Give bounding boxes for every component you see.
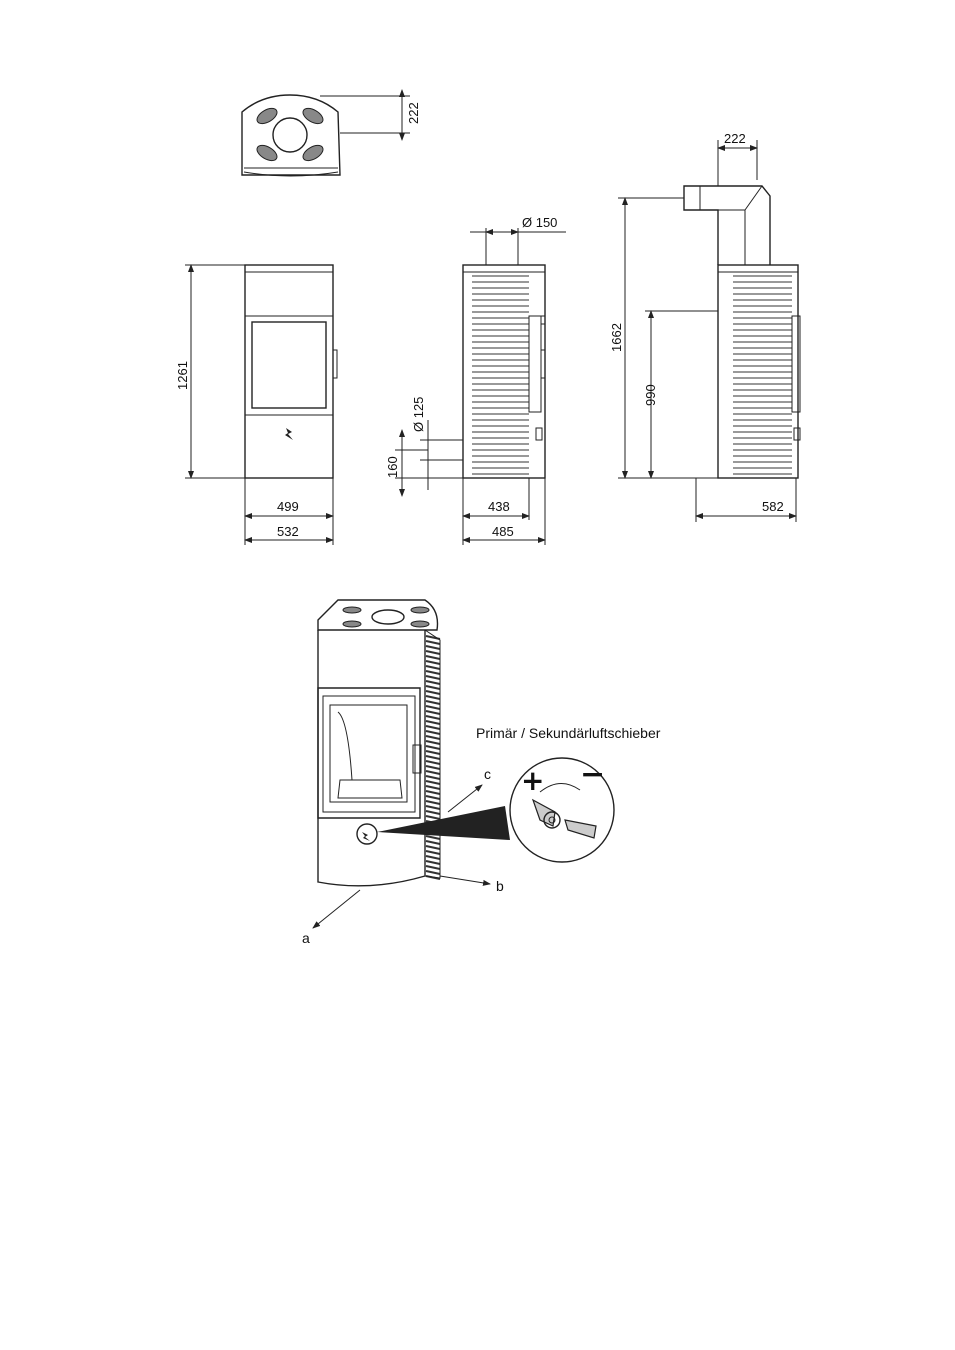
fin-line: [426, 756, 440, 759]
top-view: [242, 90, 421, 176]
slider-lever-right: [565, 820, 596, 838]
fin-line: [426, 746, 440, 749]
dim-elbow-offset: 222: [724, 131, 746, 146]
dim-side-inner-depth: 438: [488, 499, 510, 514]
air-slider-title: Primär / Sekundärluftschieber: [476, 725, 661, 741]
fin-line: [426, 691, 440, 694]
dim-total-height: 1662: [609, 323, 624, 352]
fin-line: [426, 666, 440, 669]
fin-line: [426, 811, 440, 814]
fin-line: [426, 856, 440, 859]
fin-line: [426, 671, 440, 674]
fin-line: [426, 646, 440, 649]
axis-c-label: c: [484, 766, 491, 782]
fin-line: [426, 816, 440, 819]
zoom-wedge: [377, 806, 510, 840]
fin-line: [426, 736, 440, 739]
fin-line: [426, 706, 440, 709]
dim-front-inner-width: 499: [277, 499, 299, 514]
dim-rear-connection-height: 990: [643, 384, 658, 406]
dim-flue-top-diameter: Ø 150: [522, 215, 558, 230]
fin-line: [426, 776, 440, 779]
fin-line: [426, 676, 440, 679]
fin-line: [426, 656, 440, 659]
dim-rear-flue-height: 160: [385, 456, 400, 478]
fin-line: [426, 786, 440, 789]
dim-flue-rear-diameter: Ø 125: [411, 396, 426, 432]
fin-line: [426, 846, 440, 849]
front-view: [175, 265, 337, 545]
fin-line: [426, 731, 440, 734]
top-grate-openings: [254, 105, 325, 163]
fin-line: [426, 711, 440, 714]
dim-front-outer-width: 532: [277, 524, 299, 539]
elbow-view-cooling-fins: [733, 276, 792, 474]
flame-icon: [285, 428, 293, 440]
dim-top-offset: 222: [406, 102, 421, 124]
fin-line: [426, 686, 440, 689]
side-view: [385, 215, 566, 545]
fin-line: [426, 836, 440, 839]
perspective-cooling-fins: [426, 636, 440, 879]
fin-line: [426, 696, 440, 699]
plus-icon: +: [521, 764, 545, 797]
fin-line: [426, 681, 440, 684]
perspective-view: [302, 600, 661, 946]
fin-line: [426, 721, 440, 724]
fin-line: [426, 791, 440, 794]
fin-line: [426, 701, 440, 704]
side-view-with-elbow: [609, 131, 800, 522]
dim-elbow-depth: 582: [762, 499, 784, 514]
dim-side-outer-depth: 485: [492, 524, 514, 539]
fin-line: [426, 871, 440, 874]
dim-front-height: 1261: [175, 361, 190, 390]
fin-line: [426, 841, 440, 844]
side-cooling-fins: [472, 276, 529, 474]
fin-line: [426, 716, 440, 719]
axis-a-label: a: [302, 930, 310, 946]
fin-line: [426, 866, 440, 869]
fin-line: [426, 806, 440, 809]
fin-line: [426, 766, 440, 769]
fin-line: [426, 641, 440, 644]
fin-line: [426, 861, 440, 864]
fin-line: [426, 851, 440, 854]
fin-line: [426, 751, 440, 754]
axis-b-label: b: [496, 878, 504, 894]
fin-line: [426, 796, 440, 799]
fin-line: [426, 741, 440, 744]
fin-line: [426, 651, 440, 654]
fin-line: [426, 726, 440, 729]
fin-line: [426, 761, 440, 764]
fin-line: [426, 661, 440, 664]
fin-line: [426, 781, 440, 784]
minus-icon: −: [580, 757, 606, 792]
fin-line: [426, 771, 440, 774]
fin-line: [426, 801, 440, 804]
